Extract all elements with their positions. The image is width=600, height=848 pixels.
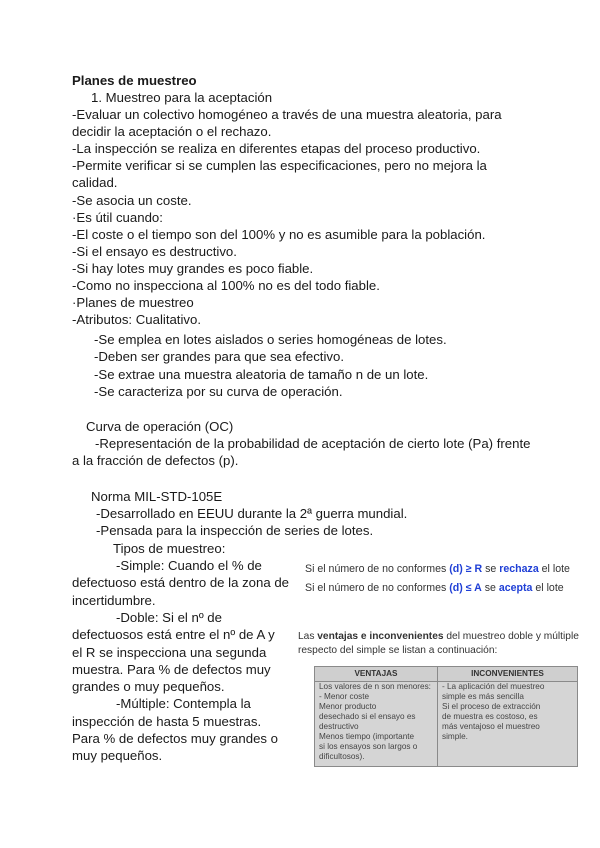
oc-title: Curva de operación (OC) xyxy=(86,419,234,434)
table-cell-line: simple es más sencilla xyxy=(442,692,524,701)
table-cell-line: dificultosos). xyxy=(319,752,365,761)
sampling-type-line: incertidumbre. xyxy=(72,592,156,608)
table-cell-line: Los valores de n son menores: xyxy=(319,682,431,691)
table-cell-line: de muestra es costoso, es xyxy=(442,712,538,721)
table-cell-line: Si el proceso de extracción xyxy=(442,702,541,711)
text-line: -El coste o el tiempo son del 100% y no es asumible para la población. xyxy=(72,226,486,242)
sampling-type-line: grandes o muy pequeños. xyxy=(72,679,225,695)
sampling-type-line: defectuosos está entre el nº de A y xyxy=(72,627,275,643)
text-line: calidad. xyxy=(72,175,118,191)
attribute-item: -Se emplea en lotes aislados o series homogéneas de lotes. xyxy=(94,332,447,347)
table-header: INCONVENIENTES xyxy=(438,667,577,682)
table-cell-line: destructivo xyxy=(319,722,359,731)
text-line: decidir la aceptación o el rechazo. xyxy=(72,124,272,140)
text-line: -Como no inspecciona al 100% no es del todo fiable. xyxy=(72,278,380,293)
sampling-type-line: inspección de hasta 5 muestras. xyxy=(72,713,262,729)
table-header: VENTAJAS xyxy=(315,667,438,682)
text-line: -Evaluar un colectivo homogéneo a través de una muestra aleatoria, para xyxy=(72,107,502,122)
table-cell-line: si los ensayos son largos o xyxy=(319,742,418,751)
text-line: -Si hay lotes muy grandes es poco fiable. xyxy=(72,260,314,276)
table-divider xyxy=(437,681,438,766)
table-intro: Las ventajas e inconvenientes del muestreo doble y múltiple xyxy=(298,631,579,642)
sampling-type-line: -Doble: Si el nº de xyxy=(116,609,222,625)
oc-line: a la fracción de defectos (p). xyxy=(72,453,239,468)
advantages-column xyxy=(319,682,435,762)
attribute-item: -Se caracteriza por su curva de operación. xyxy=(94,383,343,399)
disadvantages-column xyxy=(442,682,574,742)
sampling-type-line: muestra. Para % de defectos muy xyxy=(72,661,271,677)
table-cell-line: Menos tiempo (importante xyxy=(319,732,415,741)
sampling-type-line: el R se inspecciona una segunda xyxy=(72,644,267,660)
table-cell-line: más ventajoso el muestreo xyxy=(442,722,540,731)
table-cell-line: simple. xyxy=(442,732,468,741)
sampling-type-line: -Múltiple: Contempla la xyxy=(116,696,251,712)
sampling-type-line: defectuoso está dentro de la zona de xyxy=(72,575,290,591)
tipos-title: Tipos de muestreo: xyxy=(113,541,226,556)
table-cell-line: Menor producto xyxy=(319,702,377,711)
accept-rule: Si el número de no conformes (d) ≤ A se acepta el lote xyxy=(305,582,564,594)
norma-line: -Pensada para la inspección de series de lotes. xyxy=(96,523,374,538)
page-title: Planes de muestreo xyxy=(72,73,197,88)
text-line: -Atributos: Cualitativo. xyxy=(72,312,201,328)
text-line: -La inspección se realiza en diferentes etapas del proceso productivo. xyxy=(72,141,481,157)
text-line: ·Es útil cuando: xyxy=(72,209,163,225)
oc-line: -Representación de la probabilidad de aceptación de cierto lote (Pa) frente xyxy=(95,436,531,451)
sampling-type-line: muy pequeños. xyxy=(72,748,163,764)
table-intro-line2: respecto del simple se listan a continuación: xyxy=(298,645,498,656)
table-cell-line: - La aplicación del muestreo xyxy=(442,682,545,691)
text-line: ·Planes de muestreo xyxy=(72,295,194,311)
advantages-table xyxy=(314,666,578,767)
table-cell-line: desechado si el ensayo es xyxy=(319,712,416,721)
norma-title: Norma MIL-STD-105E xyxy=(91,489,223,504)
table-cell-line: - Menor coste xyxy=(319,692,370,701)
norma-line: -Desarrollado en EEUU durante la 2ª guerra mundial. xyxy=(96,506,408,521)
sampling-type-line: -Simple: Cuando el % de xyxy=(116,558,262,573)
attribute-item: -Se extrae una muestra aleatoria de tamaño n de un lote. xyxy=(94,366,429,382)
attribute-item: -Deben ser grandes para que sea efectivo. xyxy=(94,349,344,365)
text-line: -Permite verificar si se cumplen las especificaciones, pero no mejora la xyxy=(72,158,487,174)
section-heading: 1. Muestreo para la aceptación xyxy=(91,90,273,105)
reject-rule: Si el número de no conformes (d) ≥ R se rechaza el lote xyxy=(305,563,570,575)
text-line: -Si el ensayo es destructivo. xyxy=(72,243,237,259)
sampling-type-line: Para % de defectos muy grandes o xyxy=(72,731,278,746)
text-line: -Se asocia un coste. xyxy=(72,192,192,208)
